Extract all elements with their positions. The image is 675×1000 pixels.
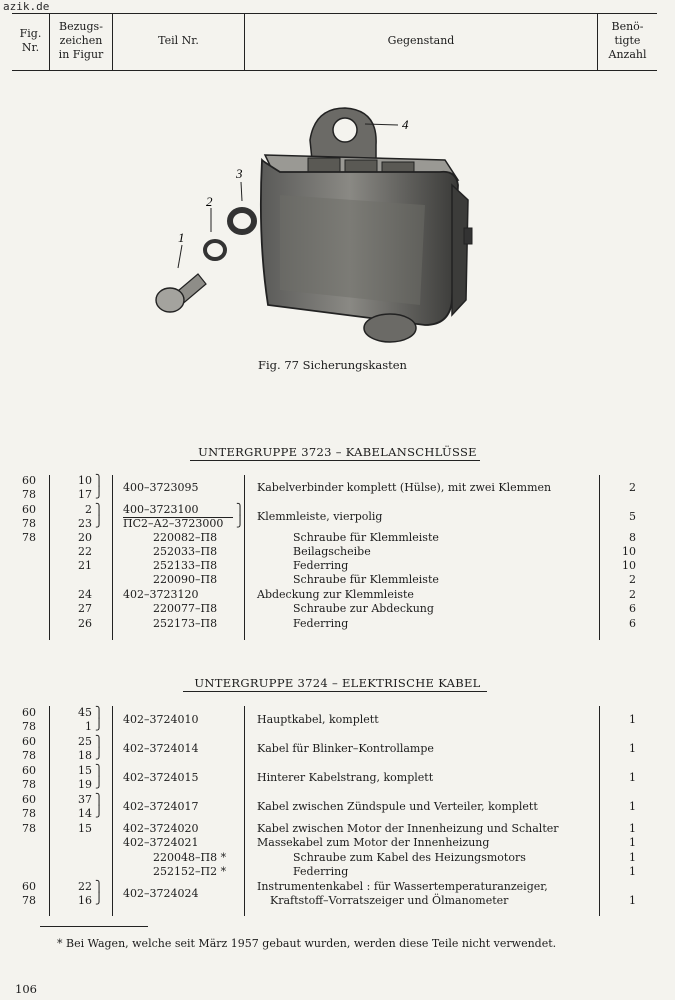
site-watermark: azik.de — [3, 0, 50, 13]
fuse-box-illustration — [140, 100, 490, 350]
footnote: * Bei Wagen, welche seit März 1957 gebaut wurden, werden diese Teile nicht verwendet. — [57, 937, 557, 950]
lock-washer — [205, 241, 225, 259]
callout-2: 2 — [206, 194, 213, 209]
header-anzahl: Benö- — [611, 20, 644, 33]
callout-3: 3 — [236, 166, 243, 181]
page-number: 106 — [15, 982, 37, 996]
section-title-3724: UNTERGRUPPE 3724 – ELEKTRISCHE KABEL — [194, 676, 481, 690]
header-bezugszeichen: Bezugs- — [59, 20, 103, 33]
figure-caption: Fig. 77 Sicherungskasten — [258, 358, 407, 372]
header-teil-nr: Teil Nr. — [158, 34, 199, 47]
screw — [156, 274, 206, 312]
section-title-3723: UNTERGRUPPE 3723 – KABELANSCHLÜSSE — [198, 445, 477, 459]
callout-1: 1 — [178, 230, 185, 245]
lug-hole — [333, 118, 357, 142]
header-fig-nr: Fig. — [19, 27, 42, 40]
header-gegenstand: Gegenstand — [387, 34, 455, 47]
plain-washer — [230, 210, 254, 232]
page: azik.de Fig. Nr. Bezugs- zeichen in Figur Teil Nr. Gegenstand Benö- tigte Anzahl 1 2 3 4 Fig. 77 Sicherungskasten UNTERGRUPPE 3723 – KABELANSCHLÜSSE 60 78 10 17 ⎫ ⎭ 400–3723095 Kabelverbinder komplett (Hülse), mit zwei Klemmen 2 60 78 2 23 ⎫ ⎭ 400–3723100 ПС2–А2–3723000 ⎫ ⎭ Klemmleiste, vierpolig 5 78 20 220082–П8 Schraube für Klemmleiste 8 22 252033–П8 Beilagscheibe 10 21 252133–П8 Federring 10 220090–П8 Schraube für Klemmleiste 2 24 402–3723120 Abdeckung zur Klemmleiste 2 27 220077–П8 Schraube zur Abdeckung 6 26 252173–П8 Federring 6 UNTERGRUPPE 3724 – ELEKTRISCHE KABEL 60 78 45 1 ⎫ ⎭ 402–3724010 Hauptkabel, komplett 1 60 78 25 18 ⎫ ⎭ 402–3724014 Kabel für Blinker–Kontrollampe 1 60 78 15 19 ⎫ ⎭ 402–3724015 Hinterer Kabelstrang, komplett 1 60 78 37 14 ⎫ ⎭ 402–3724017 Kabel zwischen Zündspule und Verteiler, komplett 1 78 15 402–3724020 Kabel zwischen Motor der Innenheizung und Schalter 1 402–3724021 Massekabel zum Motor der Innenheizung 1 220048–П8 * Schraube zum Kabel des Heizungsmotors 1 252152–П2 * Federring 1 60 78 22 16 ⎫ ⎭ 402–3724024 Instrumentenkabel : für Wassertemperaturanzeiger, Kraftstoff–Vorratszeiger und Ölmanometer 1 * Bei Wagen, welche seit März 1957 gebaut wurden, werden diese Teile nicht verwendet. 106 — [0, 0, 675, 1000]
callout-4: 4 — [402, 117, 409, 132]
